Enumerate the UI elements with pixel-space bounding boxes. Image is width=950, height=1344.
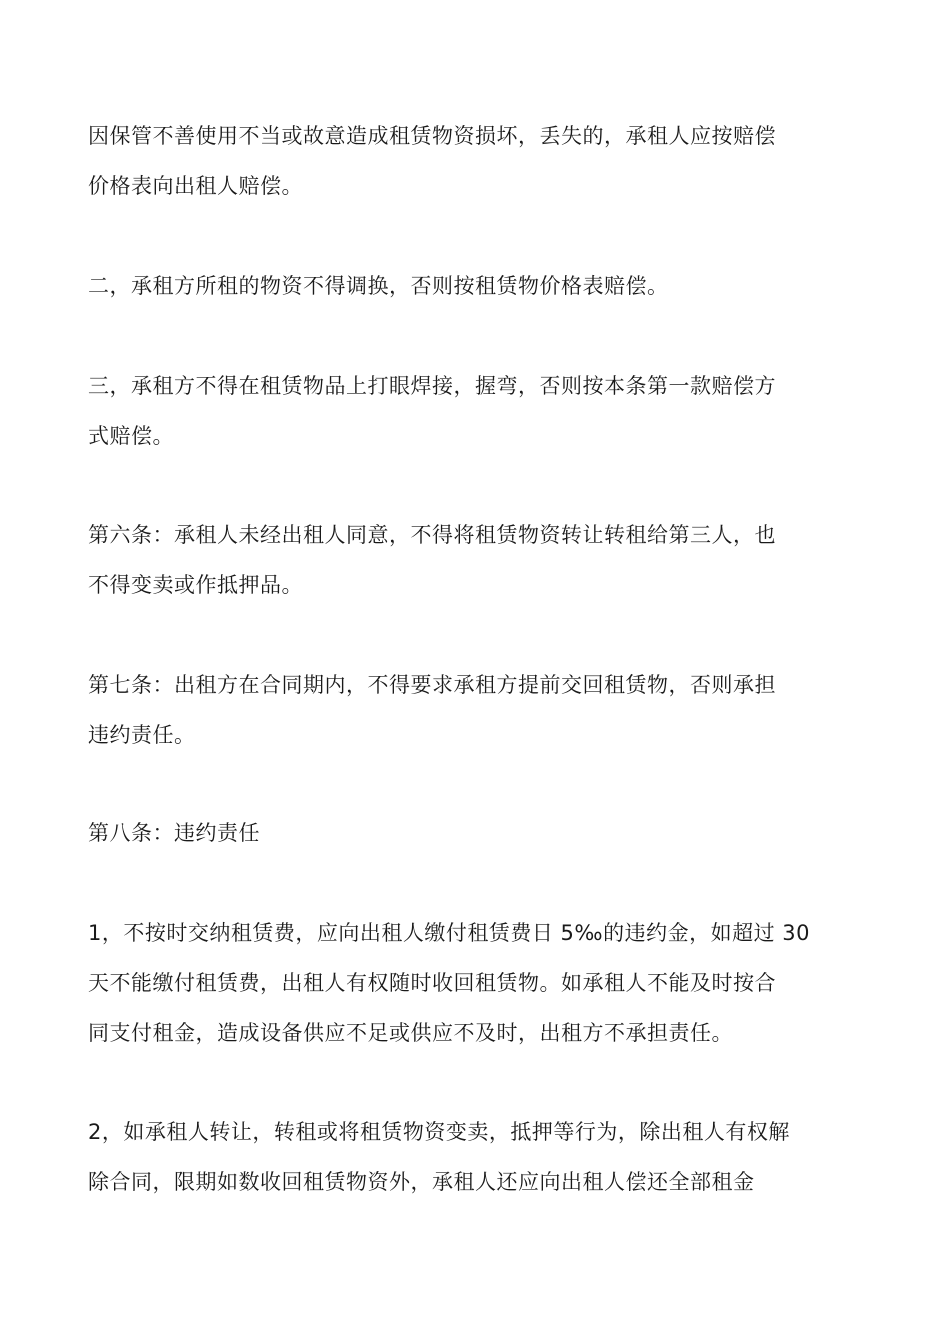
paragraph-compensation [88, 111, 864, 211]
text-line: 式赔偿。 [88, 424, 174, 448]
paragraph-breach-item-two [88, 1107, 864, 1207]
paragraph-article-six [88, 510, 864, 610]
text-line: 三，承租方不得在租赁物品上打眼焊接，握弯，否则按本条第一款赔偿方 [88, 374, 776, 398]
text-line: 除合同，限期如数收回租赁物资外，承租人还应向出租人偿还全部租金 [88, 1170, 755, 1194]
paragraph-article-seven [88, 660, 864, 760]
paragraph-clause-three [88, 361, 864, 461]
text-line: 第七条：出租方在合同期内，不得要求承租方提前交回租赁物，否则承担 [88, 673, 776, 697]
paragraph-article-eight-heading [88, 808, 864, 858]
text-line: 2，如承租人转让，转租或将租赁物资变卖，抵押等行为，除出租人有权解 [88, 1120, 790, 1144]
text-line: 价格表向出租人赔偿。 [88, 174, 303, 198]
text-line: 第八条：违约责任 [88, 821, 260, 845]
text-line: 天不能缴付租赁费，出租人有权随时收回租赁物。如承租人不能及时按合 [88, 971, 776, 995]
text-line: 第六条：承租人未经出租人同意，不得将租赁物资转让转租给第三人，也 [88, 523, 776, 547]
paragraph-clause-two [88, 261, 864, 311]
text-line: 不得变卖或作抵押品。 [88, 573, 303, 597]
text-line: 1，不按时交纳租赁费，应向出租人缴付租赁费日 5‰的违约金，如超过 30 [88, 921, 810, 945]
text-line: 同支付租金，造成设备供应不足或供应不及时，出租方不承担责任。 [88, 1021, 733, 1045]
text-line: 违约责任。 [88, 723, 196, 747]
text-line: 二，承租方所租的物资不得调换，否则按租赁物价格表赔偿。 [88, 274, 669, 298]
paragraph-breach-item-one [88, 908, 864, 1058]
text-line: 因保管不善使用不当或故意造成租赁物资损坏，丢失的，承租人应按赔偿 [88, 124, 776, 148]
